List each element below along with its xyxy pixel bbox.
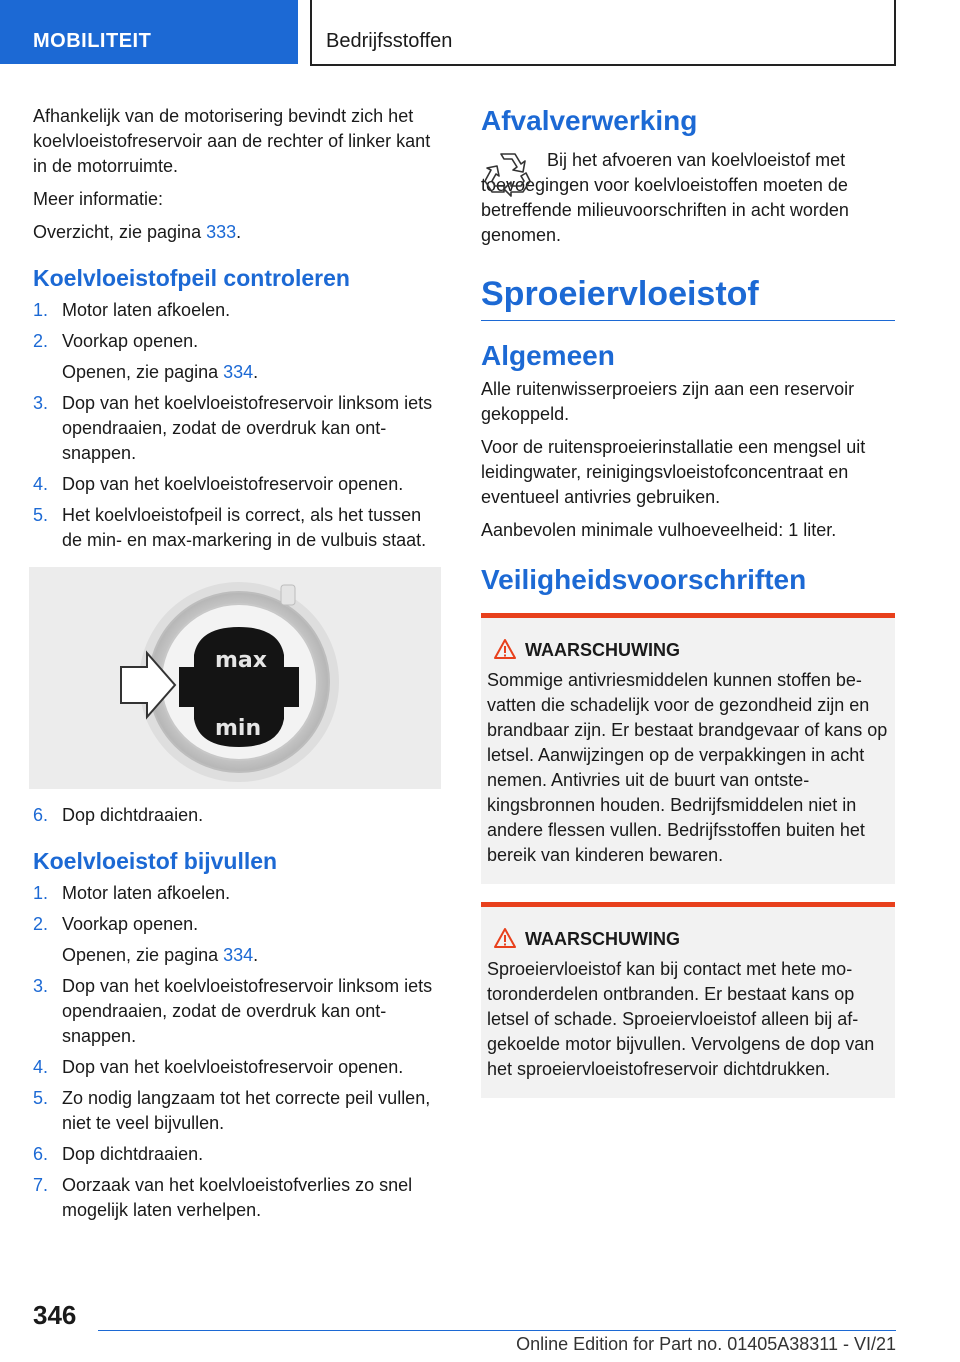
list-item: 1. Motor laten afkoelen. (33, 300, 231, 320)
page-number: 346 (33, 1300, 77, 1330)
list-item: 7. Oorzaak van het koelvloeistofverlies zo snel mogelijk laten verhelpen. (33, 1175, 413, 1220)
section-tab: MOBILITEIT (0, 0, 298, 64)
list-item: 3. Dop van het koelvloeistofreservoir linksom iets opendraaien, zodat de overdruk kan ontsnappen. (33, 976, 433, 1046)
general-paragraph-3: Aanbevolen minimale vulhoeveelheid: 1 liter. (481, 520, 837, 540)
footer-divider (98, 1330, 896, 1331)
check-coolant-heading: Koelvloeistofpeil controleren (33, 265, 350, 291)
warning-triangle-icon (493, 638, 517, 660)
general-paragraph-2: Voor de ruitensproeierinstallatie een mengsel uit leidingwater, reinigingsvloeistofconcentraat en eventueel antivries gebruiken. (481, 437, 866, 507)
page-link-334[interactable]: 334 (223, 945, 254, 965)
list-item: 2. Voorkap openen. Openen, zie pagina 334. (33, 914, 259, 965)
coolant-cap-illustration (29, 567, 441, 789)
disposal-heading: Afvalverwerking (481, 105, 698, 136)
general-heading: Algemeen (481, 340, 615, 371)
warning-text: Sommige antivriesmiddelen kunnen stoffen bevatten die schadelijk voor de gezondheid zijn en brandbaar zijn. Er bestaat brandgevaar of kans op letsel. Aanwijzingen op de verpakkingen in acht nemen. Antivries uit de buurt van ontstekingsbronnen houden. Bedrijfsmiddelen niet in andere flessen vullen. Bedrijfsstoffen buiten het bereik van kinderen bewaren. (487, 670, 888, 865)
list-item: 2. Voorkap openen. Openen, zie pagina 334. (33, 331, 259, 382)
warning-box (481, 902, 895, 1098)
list-item: 6. Dop dichtdraaien. (33, 1144, 204, 1164)
warning-header: WAARSCHUWING (487, 925, 889, 953)
page-link-334[interactable]: 334 (223, 362, 254, 382)
disposal-block (481, 148, 895, 248)
list-item: 3. Dop van het koelvloeistofreservoir linksom iets opendraaien, zodat de overdruk kan ontsnappen. (33, 393, 433, 463)
recycle-icon (481, 148, 535, 198)
warning-triangle-icon (493, 927, 517, 949)
warning-text: Sproeiervloeistof kan bij contact met hete motoronderdelen ontbranden. Er bestaat kans op letsel of schade. Sproeiervloeistof alleen bij afgekoelde motor bijvullen. Vervolgens de dop van het sproeiervloeistofreservoir dichtdrukken. (487, 959, 875, 1079)
more-info-label: Meer informatie: (33, 189, 164, 209)
min-label: min (215, 716, 262, 741)
list-item: 4. Dop van het koelvloeistofreservoir openen. (33, 1057, 404, 1077)
warning-header: WAARSCHUWING (487, 636, 889, 664)
intro-text: Afhankelijk van de motorisering bevindt zich het koelvloeistofreservoir aan de rechter of linker kant in de motorruimte. (33, 106, 431, 176)
list-item: 4. Dop van het koelvloeistofreservoir openen. (33, 474, 404, 494)
list-item: 1. Motor laten afkoelen. (33, 883, 231, 903)
chapter-title: Bedrijfsstoffen (310, 0, 896, 66)
right-column (481, 104, 895, 1116)
safety-heading: Veiligheidsvoorschriften (481, 564, 807, 595)
fill-coolant-heading: Koelvloeistof bijvullen (33, 848, 278, 874)
max-label: max (215, 648, 267, 673)
list-item: 5. Zo nodig langzaam tot het correcte peil vullen, niet te veel bijvullen. (33, 1088, 431, 1133)
warning-box (481, 613, 895, 884)
check-step6-list (33, 803, 445, 828)
check-steps-list (33, 298, 445, 553)
left-column (33, 104, 445, 1229)
list-item: 5. Het koelvloeistofpeil is correct, als het tussen de min- en max-markering in de vulbuis staat. (33, 505, 427, 550)
fill-steps-list (33, 881, 445, 1223)
washer-fluid-heading: Sproeiervloeistof (481, 274, 895, 321)
coolant-cap-photo (29, 567, 441, 789)
overview-reference: Overzicht, zie pagina 333. (33, 222, 242, 242)
disposal-text: Bij het afvoeren van koelvloeistof met toevoegingen voor koelvloeistoffen moeten de betreffende milieuvoorschriften in acht worden genomen. (481, 150, 849, 245)
edition-note: Online Edition for Part no. 01405A38311 - VI/21 (516, 1334, 896, 1354)
page-link-333[interactable]: 333 (206, 222, 237, 242)
list-item: 6. Dop dichtdraaien. (33, 805, 204, 825)
general-paragraph-1: Alle ruitenwisserproeiers zijn aan een reservoir gekoppeld. (481, 379, 855, 424)
